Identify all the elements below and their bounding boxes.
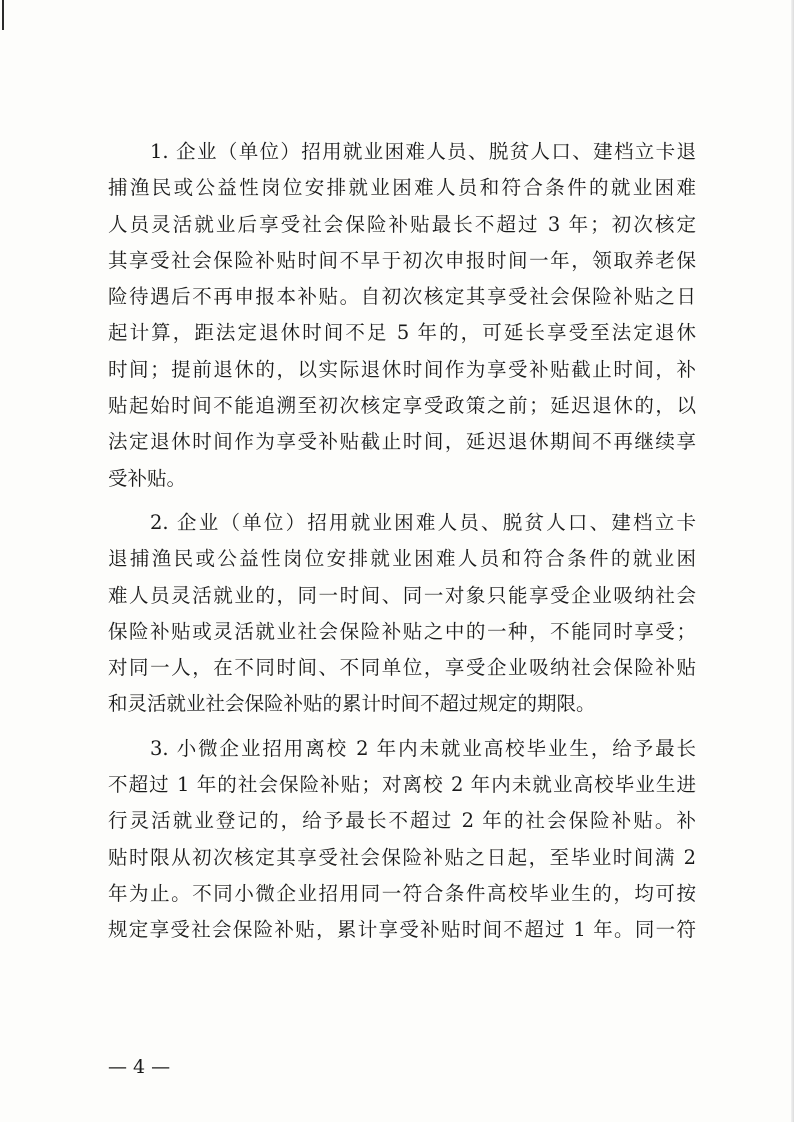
paragraph-gap (108, 497, 696, 505)
text-line: 其享受社会保险补贴时间不早于初次申报时间一年，领取养老保 (108, 248, 696, 272)
text-line: 法定退休时间作为享受补贴截止时间，延迟退休期间不再继续享 (108, 430, 696, 454)
page-number: — 4 — (108, 1056, 171, 1078)
text-line: 贴时限从初次核定其享受社会保险补贴之日起，至毕业时间满 2 (108, 845, 696, 869)
text-line: 规定享受社会保险补贴，累计享受补贴时间不超过 1 年。同一符 (108, 918, 696, 942)
scan-edge-mark (2, 0, 4, 30)
text-line: 险待遇后不再申报本补贴。自初次核定其享受社会保险补贴之日 (108, 285, 696, 309)
paragraph-1 (108, 134, 696, 497)
text-line: 贴起始时间不能追溯至初次核定享受政策之前；延迟退休的，以 (108, 394, 696, 418)
text-line: 退捕渔民或公益性岗位安排就业困难人员和符合条件的就业困 (108, 547, 696, 571)
text-line: 行灵活就业登记的，给予最长不超过 2 年的社会保险补贴。补 (108, 809, 696, 833)
text-line: 和灵活就业社会保险补贴的累计时间不超过规定的期限。 (108, 692, 596, 716)
body-text (108, 134, 696, 949)
text-line: 时间；提前退休的，以实际退休时间作为享受补贴截止时间，补 (108, 357, 696, 381)
text-line: 2. 企业（单位）招用就业困难人员、脱贫人口、建档立卡 (150, 510, 696, 534)
text-line: 难人员灵活就业的，同一时间、同一对象只能享受企业吸纳社会 (108, 583, 696, 607)
paragraph-3 (108, 731, 696, 949)
text-line: 捕渔民或公益性岗位安排就业困难人员和符合条件的就业困难 (108, 176, 696, 200)
text-line: 起计算，距法定退休时间不足 5 年的，可延长享受至法定退休 (108, 321, 696, 345)
text-line: 保险补贴或灵活就业社会保险补贴之中的一种，不能同时享受； (108, 619, 696, 643)
paragraph-gap (108, 723, 696, 731)
text-line: 受补贴。 (108, 466, 187, 490)
text-line: 对同一人，在不同时间、不同单位，享受企业吸纳社会保险补贴 (108, 656, 696, 680)
text-line: 不超过 1 年的社会保险补贴；对离校 2 年内未就业高校毕业生进 (108, 773, 696, 797)
paragraph-2 (108, 505, 696, 723)
text-line: 1. 企业（单位）招用就业困难人员、脱贫人口、建档立卡退 (150, 140, 696, 163)
text-line: 人员灵活就业后享受社会保险补贴最长不超过 3 年；初次核定 (108, 212, 696, 236)
text-line: 年为止。不同小微企业招用同一符合条件高校毕业生的，均可按 (108, 881, 696, 905)
text-line: 3. 小微企业招用离校 2 年内未就业高校毕业生，给予最长 (150, 736, 696, 760)
